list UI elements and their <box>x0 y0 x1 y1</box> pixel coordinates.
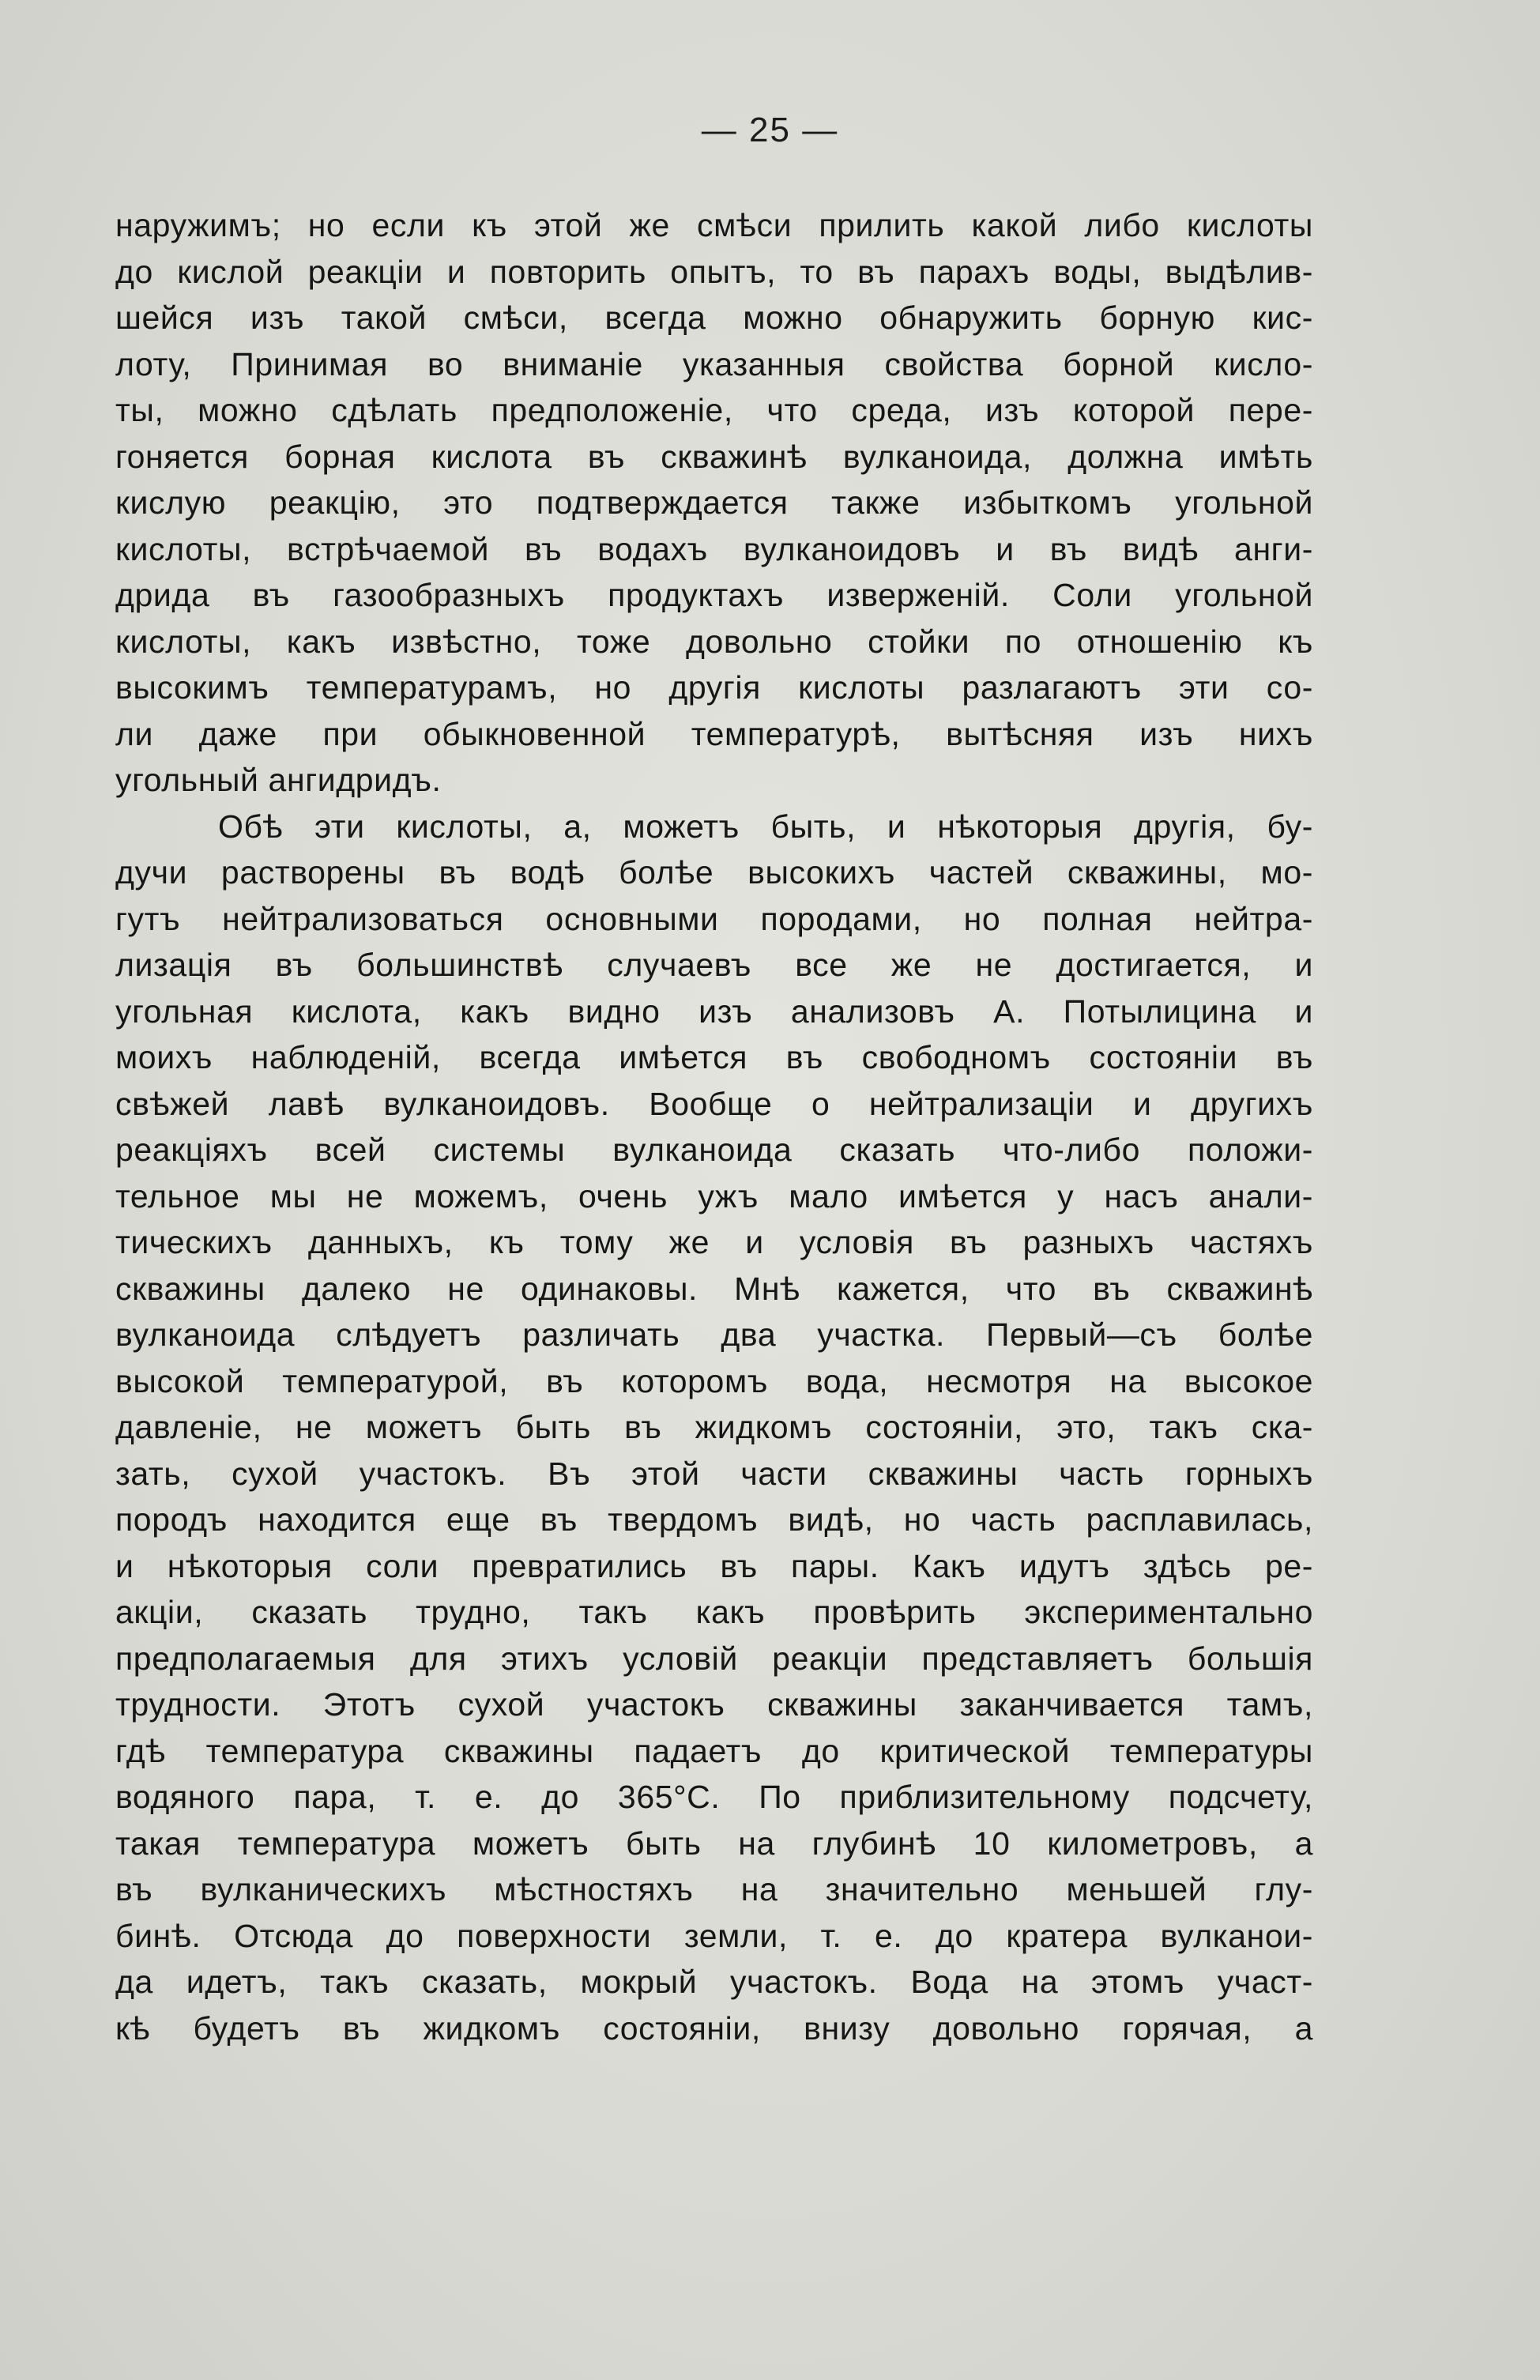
text-line: трудности. Этотъ сухой участокъ скважины заканчивается тамъ, <box>115 1686 1313 1723</box>
text-line: гоняется борная кислота въ скважинѣ вулканоида, должна имѣть <box>115 438 1313 475</box>
text-line: лизація въ большинствѣ случаевъ все же не достигается, и <box>115 947 1313 983</box>
page-text <box>115 202 1313 2051</box>
text-line: вулканоида слѣдуетъ различать два участка. Первый—съ болѣе <box>115 1316 1313 1353</box>
page-number: — 25 — <box>701 111 839 149</box>
text-line: угольная кислота, какъ видно изъ анализовъ А. Потылицина и <box>115 992 1313 1030</box>
text-line: тическихъ данныхъ, къ тому же и условія въ разныхъ частяхъ <box>115 1224 1313 1260</box>
text-line: до кислой реакціи и повторить опытъ, то въ парахъ воды, выдѣлив- <box>115 253 1313 290</box>
text-line: да идетъ, такъ сказать, мокрый участокъ. Вода на этомъ участ- <box>115 1964 1313 2000</box>
text-line: Обѣ эти кислоты, а, можетъ быть, и нѣкоторыя другія, бу- <box>218 808 1313 845</box>
text-line: моихъ наблюденій, всегда имѣется въ свободномъ состояніи въ <box>115 1039 1313 1075</box>
text-line: высокимъ температурамъ, но другія кислоты разлагаютъ эти со- <box>115 669 1313 706</box>
text-line: предполагаемыя для этихъ условій реакціи представляетъ большія <box>115 1640 1313 1677</box>
text-line: высокой температурой, въ которомъ вода, несмотря на высокое <box>115 1362 1313 1399</box>
text-line: въ вулканическихъ мѣстностяхъ на значительно меньшей глу- <box>115 1871 1313 1907</box>
text-line: ли даже при обыкновенной температурѣ, вытѣсняя изъ нихъ <box>115 715 1313 752</box>
paragraph <box>115 202 1313 804</box>
text-line: ты, можно сдѣлать предположеніе, что среда, изъ которой пере- <box>115 392 1313 428</box>
text-line: кислоты, встрѣчаемой въ водахъ вулканоидовъ и въ видѣ анги- <box>115 530 1313 567</box>
text-line: зать, сухой участокъ. Въ этой части скважины часть горныхъ <box>115 1455 1313 1492</box>
text-line: гутъ нейтрализоваться основными породами, но полная нейтра- <box>115 900 1313 937</box>
text-line: гдѣ температура скважины падаетъ до критической температуры <box>115 1732 1313 1769</box>
text-line: реакціяхъ всей системы вулканоида сказать что-либо положи- <box>115 1132 1313 1168</box>
text-line: кислоты, какъ извѣстно, тоже довольно стойки по отношенію къ <box>115 623 1313 660</box>
text-line: акціи, сказать трудно, такъ какъ провѣрить экспериментально <box>115 1594 1313 1630</box>
text-line: дрида въ газообразныхъ продуктахъ изверженій. Соли угольной <box>115 577 1313 613</box>
text-line: скважины далеко не одинаковы. Мнѣ кажется, что въ скважинѣ <box>115 1270 1313 1307</box>
text-line: и нѣкоторыя соли превратились въ пары. Какъ идутъ здѣсь ре- <box>115 1547 1313 1584</box>
text-line: угольный ангидридъ. <box>115 762 442 798</box>
text-line: шейся изъ такой смѣси, всегда можно обнаружить борную кис- <box>115 299 1313 336</box>
text-line: кислую реакцію, это подтверждается также избыткомъ угольной <box>115 484 1313 521</box>
text-line: наружимъ; но если къ этой же смѣси прилить какой либо кислоты <box>115 207 1313 243</box>
text-line: кѣ будетъ въ жидкомъ состояніи, внизу довольно горячая, а <box>115 2009 1313 2047</box>
text-line: бинѣ. Отсюда до поверхности земли, т. е. до кратера вулканои- <box>115 1917 1313 1954</box>
text-line: породъ находится еще въ твердомъ видѣ, но часть расплавилась, <box>115 1501 1313 1538</box>
text-line: давленіе, не можетъ быть въ жидкомъ состояніи, это, такъ ска- <box>115 1409 1313 1445</box>
text-line: такая температура можетъ быть на глубинѣ 10 километровъ, а <box>115 1825 1313 1862</box>
text-line: тельное мы не можемъ, очень ужъ мало имѣется у насъ анали- <box>115 1177 1313 1214</box>
text-line: лоту, Принимая во вниманіе указанныя свойства борной кисло- <box>115 345 1313 382</box>
text-line: дучи растворены въ водѣ болѣе высокихъ частей скважины, мо- <box>115 854 1313 891</box>
text-line: свѣжей лавѣ вулканоидовъ. Вообще о нейтрализаціи и другихъ <box>115 1085 1313 1122</box>
paragraph <box>115 804 1313 2052</box>
text-line: водяного пара, т. е. до 365°С. По приблизительному подсчету, <box>115 1779 1313 1815</box>
